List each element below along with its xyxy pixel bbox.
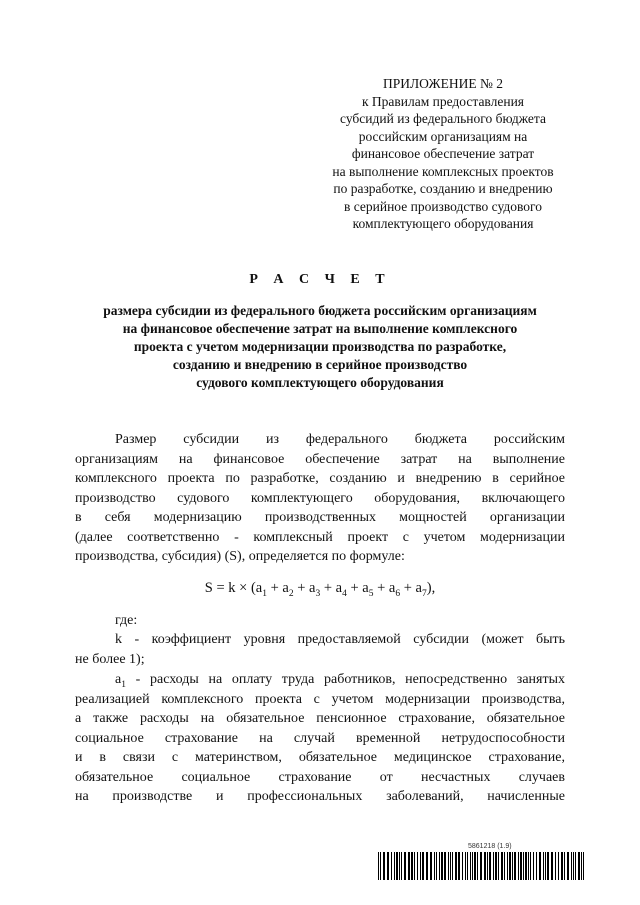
where-label: где: [115, 613, 138, 628]
barcode-bar [547, 852, 549, 880]
paragraph-line: производства, субсидия) (S), определяется по формуле: [75, 549, 405, 564]
barcode-bar [448, 852, 449, 880]
barcode-bar [391, 852, 392, 880]
paragraph-line: не более 1); [75, 651, 145, 667]
formula-term-index: 4 [342, 588, 347, 599]
paragraph-a1-definition [75, 670, 565, 807]
barcode-bar [536, 852, 537, 880]
barcode-bar [512, 852, 513, 880]
barcode-bar [394, 852, 395, 880]
barcode-bar [436, 852, 437, 880]
barcode-bar [420, 852, 421, 880]
barcode-bar [551, 852, 553, 880]
barcode-bar [575, 852, 576, 880]
barcode-bar [472, 852, 473, 880]
barcode-bar [450, 852, 451, 880]
formula-suffix: ), [426, 580, 436, 596]
a1-symbol: a [115, 672, 122, 687]
barcode-bar [525, 852, 527, 880]
subtitle-line: на финансовое обеспечение затрат на выполнение комплексного [122, 321, 518, 336]
formula-term-index: 5 [368, 588, 374, 599]
annex-line: на выполнение комплексных проектов [332, 163, 554, 179]
barcode-bar [533, 852, 534, 880]
paragraph-line: k - коэффициент уровня предоставляемой субсидии (может быть [115, 632, 565, 647]
barcode-bar [426, 852, 428, 880]
barcode-bar [545, 852, 546, 880]
formula-term-index: 6 [395, 588, 401, 599]
subtitle-line: судового комплектующего оборудования [196, 375, 444, 390]
barcode-bar [581, 852, 582, 880]
annex-line: ПРИЛОЖЕНИЕ № 2 [382, 76, 504, 91]
barcode-bar [489, 852, 491, 880]
formula-term-index: 1 [262, 588, 267, 599]
barcode-bar [434, 852, 435, 880]
barcode-bar [380, 852, 381, 880]
annex-line: к Правилам предоставления [361, 93, 525, 109]
formula-term-index: 2 [288, 588, 294, 599]
barcode-image [378, 852, 584, 880]
barcode-bar [493, 852, 494, 880]
barcode-bar [571, 852, 572, 880]
barcode-bar [458, 852, 460, 880]
paragraph-line: Размер субсидии из федерального бюджета российским [115, 432, 565, 447]
barcode-bar [399, 852, 400, 880]
barcode-bar [474, 852, 476, 880]
barcode-bar [530, 852, 531, 880]
paragraph-line: реализацией комплексного проекта с учетом модернизации производства, [75, 691, 565, 707]
paragraph-line: (далее соответственно - комплексный проект с учетом модернизации [75, 529, 565, 545]
barcode-bar [396, 852, 398, 880]
formula-term: a [282, 580, 289, 596]
subsidy-formula: $S = k \times (a_1 + a_2 + a_3 + a_4 + a_5 + a_6 + a_7)$, [204, 580, 436, 599]
barcode-bar [518, 852, 519, 880]
barcode-bar [578, 852, 580, 880]
annex-block [300, 75, 586, 233]
formula-term: a [415, 580, 422, 596]
formula-term: a [255, 580, 263, 596]
barcode-bar [567, 852, 569, 880]
a1-index: 1 [121, 679, 126, 690]
paragraph-line: организациям на финансовое обеспечение затрат на выполнение [75, 451, 565, 467]
barcode-bar [441, 852, 443, 880]
barcode-bar [439, 852, 440, 880]
barcode-bar [422, 852, 424, 880]
barcode-bar [487, 852, 488, 880]
paragraph-line: и в связи с материнством, обязательное медицинское страхование, [75, 750, 565, 765]
barcode-bar [495, 852, 497, 880]
paragraph-line [75, 670, 565, 690]
barcode-bar [583, 852, 584, 880]
barcode-bar [528, 852, 529, 880]
barcode-bar [501, 852, 503, 880]
annex-line: финансовое обеспечение затрат [351, 146, 535, 161]
annex-line: субсидий из федерального бюджета [340, 111, 546, 126]
barcode-bar [520, 852, 522, 880]
barcode-bar [504, 852, 505, 880]
formula-term-index: 7 [421, 588, 427, 599]
barcode-bar [523, 852, 524, 880]
barcode-bar [414, 852, 415, 880]
barcode-bar [539, 852, 541, 880]
paragraph-line: обязательное социальное страхование от несчастных случаев [75, 769, 565, 785]
formula-term: a [388, 580, 396, 596]
annex-line: в серийное производство судового [343, 198, 542, 214]
barcode-bar [558, 852, 559, 880]
barcode-bar [509, 852, 511, 880]
paragraph-line: социальное страхование на случай временной нетрудоспособности [75, 730, 565, 746]
barcode-bar [417, 852, 418, 880]
document-subtitle [60, 302, 580, 392]
document-code: 5861218 (1.9) [468, 843, 512, 850]
barcode-bar [514, 852, 516, 880]
subtitle-line: проекта с учетом модернизации производства по разработке, [133, 339, 507, 354]
formula-term: a [309, 580, 316, 596]
barcode-bar [444, 852, 446, 880]
formula-term-index: 3 [315, 588, 321, 599]
barcode-bar [408, 852, 410, 880]
subtitle-line: размера субсидии из федерального бюджета российским организациям [103, 303, 537, 318]
barcode-bar [498, 852, 499, 880]
barcode-bar [484, 852, 486, 880]
barcode-bar [465, 852, 466, 880]
paragraph-intro [75, 430, 565, 567]
barcode-bar [383, 852, 385, 880]
barcode-bar [462, 852, 463, 880]
formula-term: a [362, 580, 369, 596]
barcode-bar [401, 852, 402, 880]
barcode-bar [387, 852, 389, 880]
document-title: Р А С Ч Е Т [249, 272, 391, 287]
annex-line: по разработке, созданию и внедрению [333, 181, 553, 196]
barcode-bar [555, 852, 556, 880]
barcode-bar [561, 852, 563, 880]
barcode-bar [452, 852, 453, 880]
barcode-bar [573, 852, 574, 880]
barcode-bar [467, 852, 468, 880]
paragraph-k-definition [75, 630, 565, 669]
barcode-bar [455, 852, 457, 880]
barcode-bar [480, 852, 482, 880]
barcode-bar [507, 852, 508, 880]
paragraph-line: комплексного проекта по разработке, созданию и внедрению в серийное [75, 471, 565, 486]
barcode-bar [411, 852, 413, 880]
paragraph-line: а также расходы на обязательное пенсионное страхование, обязательное [75, 711, 565, 726]
barcode-bar [477, 852, 478, 880]
barcode-bar [378, 852, 379, 880]
barcode-bar [470, 852, 471, 880]
paragraph-line: производство судового комплектующего оборудования, включающего [75, 490, 565, 506]
paragraph-line: в себя модернизацию производственных мощностей организации [75, 510, 565, 525]
annex-line: комплектующего оборудования [352, 216, 534, 231]
annex-line: российским организациям на [358, 128, 528, 144]
a1-first-line-rest: - расходы на оплату труда работников, непосредственно занятых [125, 672, 565, 687]
barcode-bar [543, 852, 544, 880]
barcode-bar [564, 852, 565, 880]
formula-prefix: S = k × ( [204, 580, 256, 596]
paragraph-line: на производстве и профессиональных заболеваний, начисленные [75, 789, 565, 804]
formula-term: a [335, 580, 343, 596]
barcode-bar [430, 852, 432, 880]
subtitle-line: созданию и внедрению в серийное производство [172, 357, 468, 372]
barcode-bar [404, 852, 406, 880]
